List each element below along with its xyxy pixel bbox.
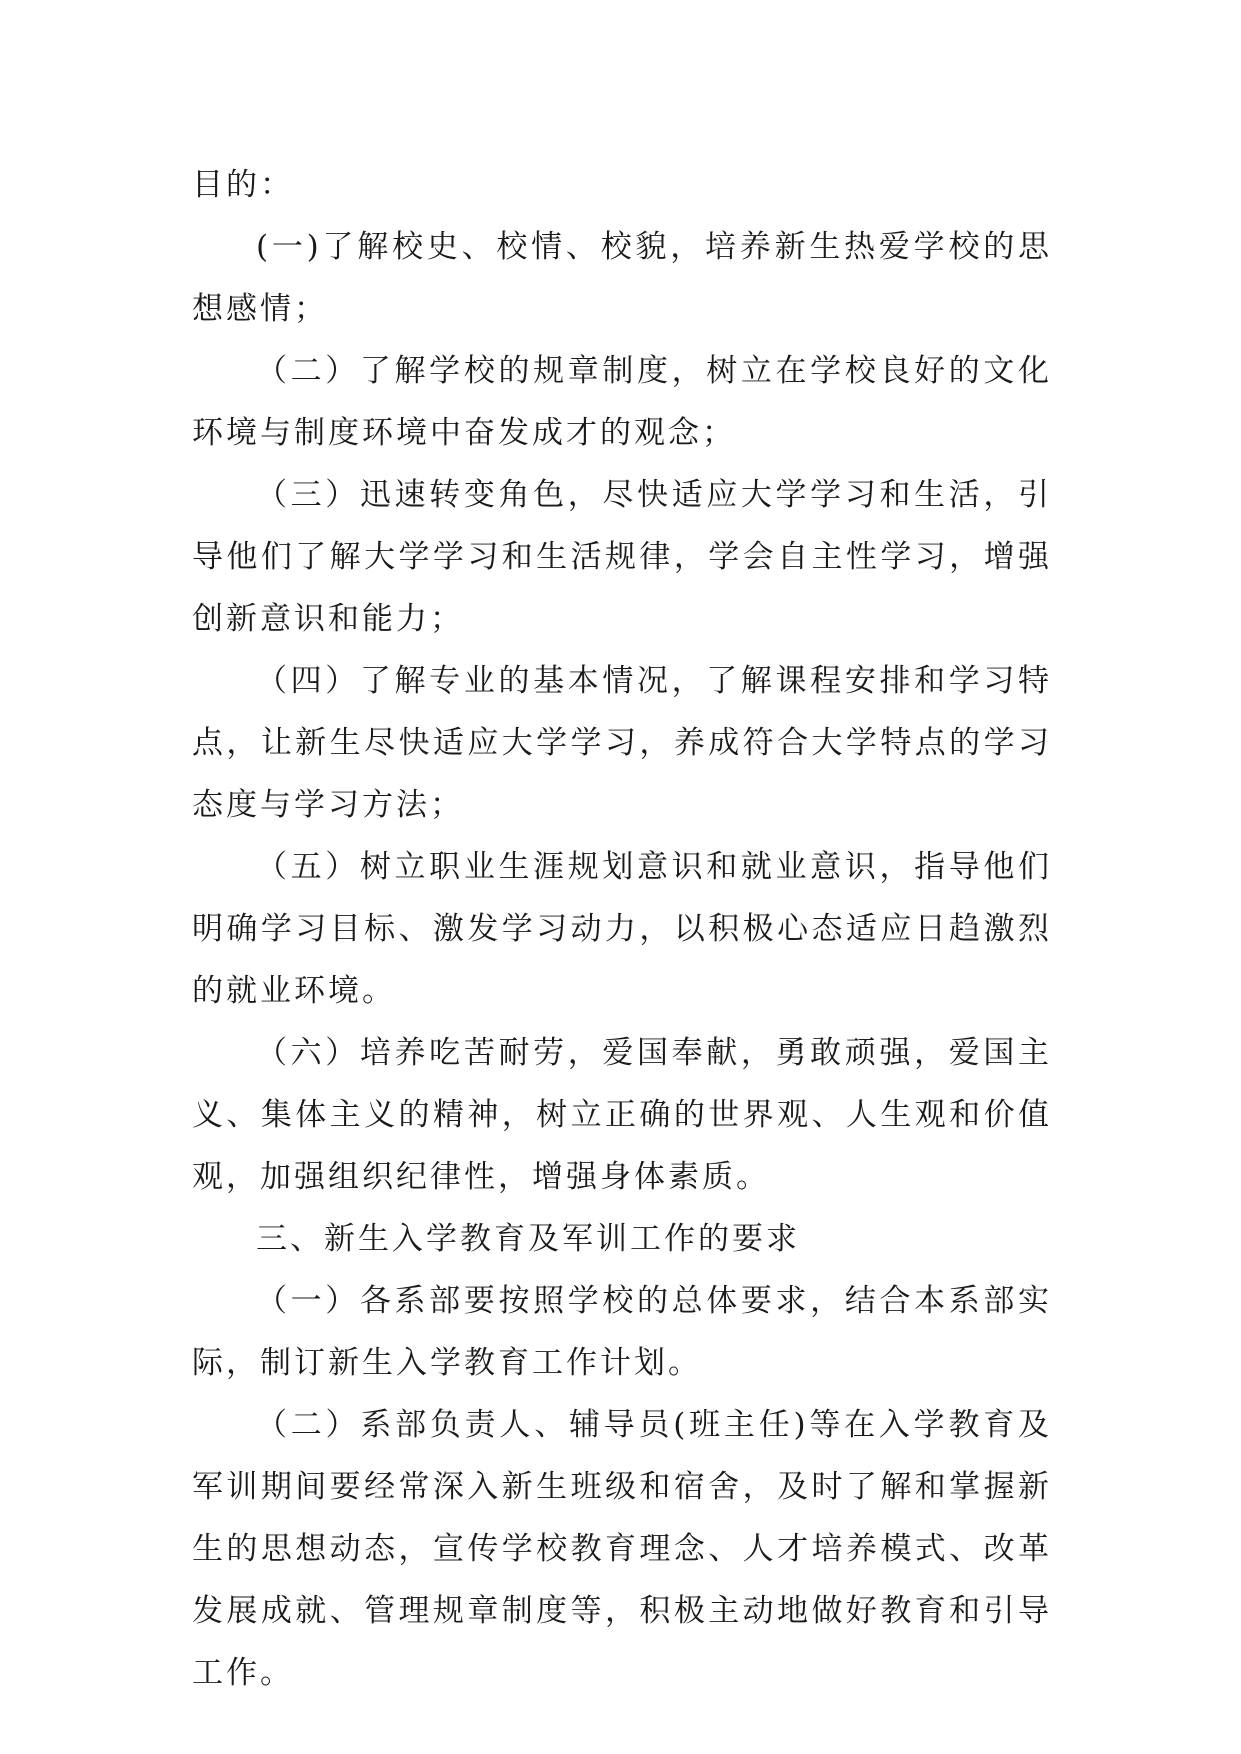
section-heading-3: 三、新生入学教育及军训工作的要求 [256,1221,800,1257]
paragraph-requirement-1: （一）各系部要按照学校的总体要求，结合本系部实际，制订新生入学教育工作计划。 [192,1283,1052,1381]
paragraph-purpose-heading: 目的： [192,167,294,203]
document-body [192,154,1052,1704]
paragraph-requirement-2: （二）系部负责人、辅导员(班主任)等在入学教育及军训期间要经常深入新生班级和宿舍，及时了解和掌握新生的思想动态，宣传学校教育理念、人才培养模式、改革发展成就、管理规章制度等，积极主动地做好教育和引导工作。 [192,1407,1052,1691]
paragraph-item-6: （六）培养吃苦耐劳，爱国奉献，勇敢顽强，爱国主义、集体主义的精神，树立正确的世界观、人生观和价值观，加强组织纪律性，增强身体素质。 [192,1035,1052,1195]
paragraph-item-5: （五）树立职业生涯规划意识和就业意识，指导他们明确学习目标、激发学习动力，以积极心态适应日趋激烈的就业环境。 [192,849,1052,1009]
paragraph-item-4: （四）了解专业的基本情况，了解课程安排和学习特点，让新生尽快适应大学学习，养成符合大学特点的学习态度与学习方法； [192,663,1052,823]
paragraph-item-2: （二）了解学校的规章制度，树立在学校良好的文化环境与制度环境中奋发成才的观念； [192,353,1052,451]
paragraph-item-3: （三）迅速转变角色，尽快适应大学学习和生活，引导他们了解大学学习和生活规律，学会自主性学习，增强创新意识和能力； [192,477,1052,637]
paragraph-item-1: (一)了解校史、校情、校貌，培养新生热爱学校的思想感情； [192,229,1052,327]
